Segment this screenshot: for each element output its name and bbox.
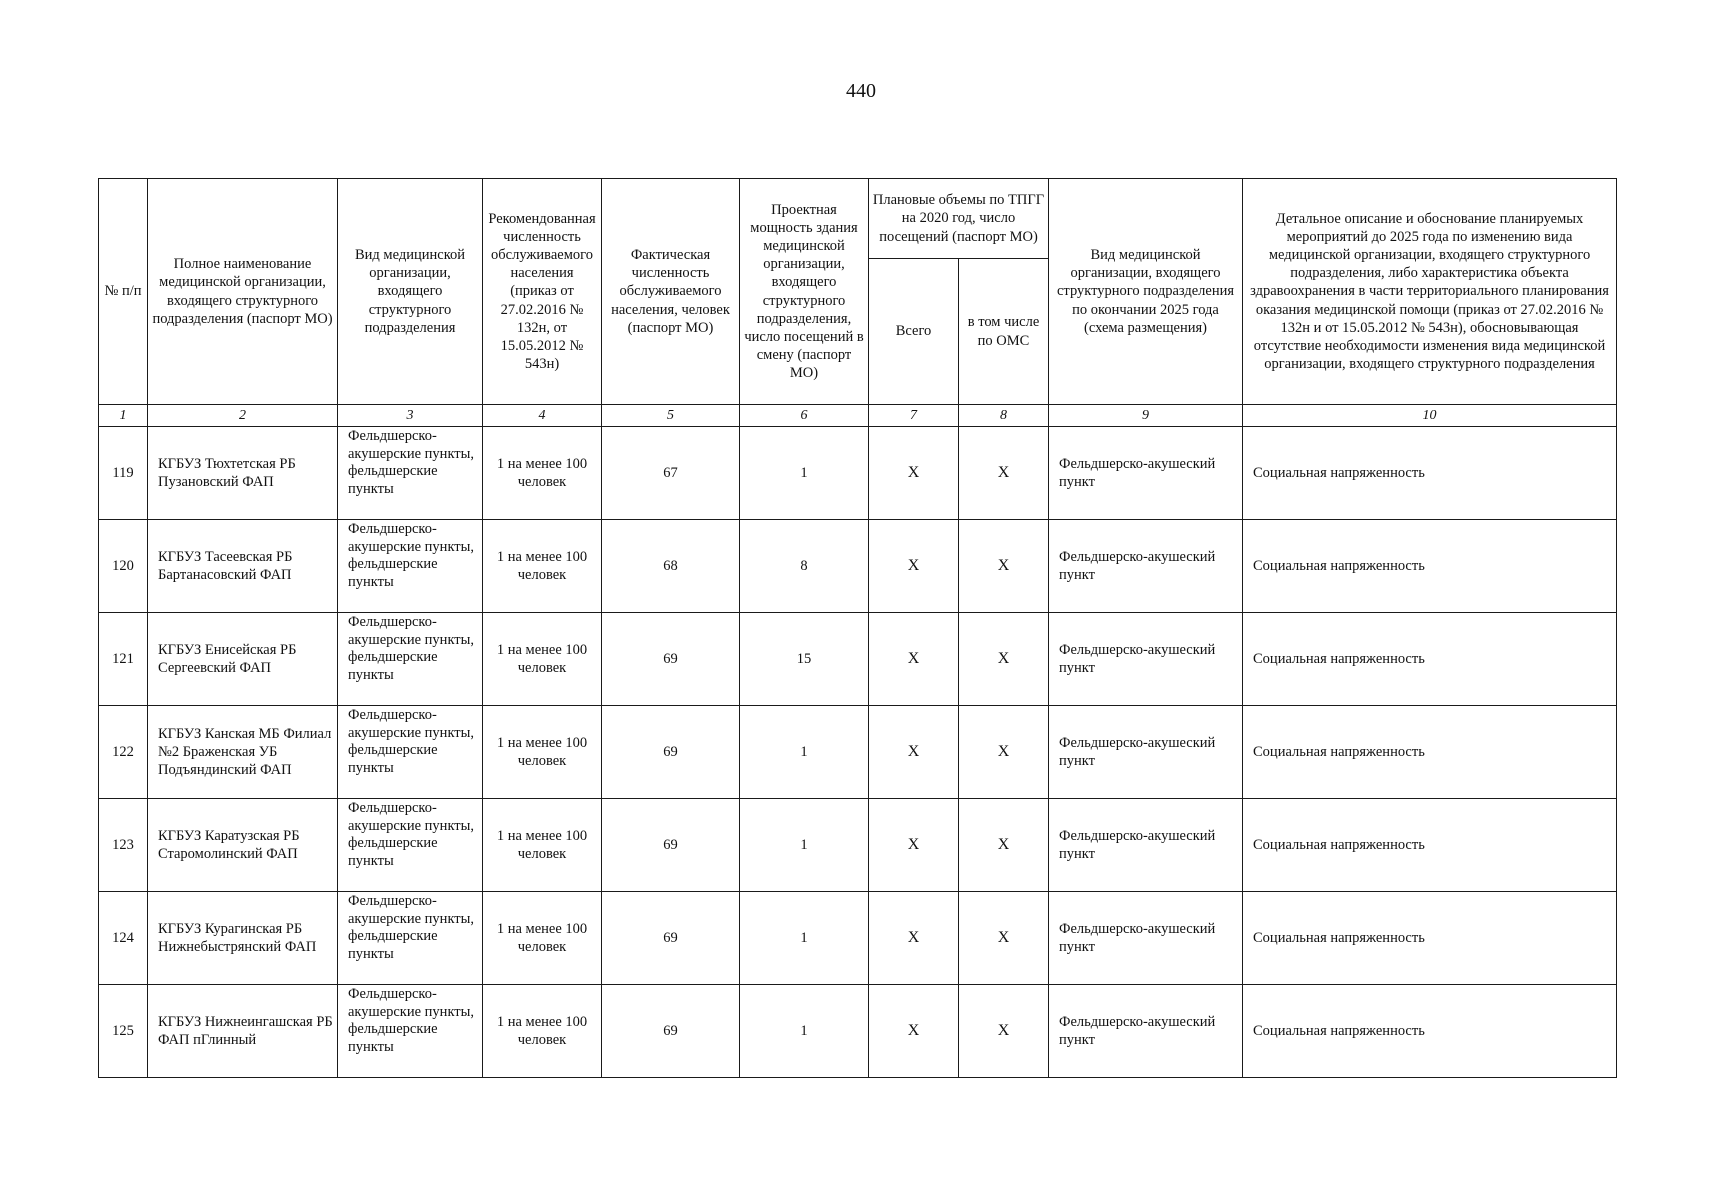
header-recommended: Рекомендованная численность обслуживаемого населения (приказ от 27.02.2016 № 132н, от 15.05.2012 № 543н) bbox=[483, 179, 602, 405]
row-number: 119 bbox=[99, 427, 148, 520]
description: Социальная напряженность bbox=[1243, 799, 1617, 892]
row-number: 120 bbox=[99, 520, 148, 613]
column-number: 2 bbox=[148, 405, 338, 427]
facility-name: КГБУЗ Канская МБ Филиал №2 Браженская УБ Подъяндинский ФАП bbox=[148, 706, 338, 799]
recommended-population: 1 на менее 100 человек bbox=[483, 799, 602, 892]
column-number: 1 bbox=[99, 405, 148, 427]
type-2025: Фельдшерско-акушеский пункт bbox=[1049, 613, 1243, 706]
column-number: 5 bbox=[602, 405, 740, 427]
table-row bbox=[99, 613, 1617, 706]
planned-oms: Х bbox=[959, 520, 1049, 613]
facility-type: Фельдшерско-акушерские пункты, фельдшерские пункты bbox=[338, 706, 483, 799]
facility-type: Фельдшерско-акушерские пункты, фельдшерские пункты bbox=[338, 427, 483, 520]
table-row bbox=[99, 520, 1617, 613]
planned-oms: Х bbox=[959, 799, 1049, 892]
header-planned-volumes: Плановые объемы по ТПГГ на 2020 год, число посещений (паспорт МО) bbox=[869, 179, 1049, 259]
planned-oms: Х bbox=[959, 706, 1049, 799]
planned-oms: Х bbox=[959, 613, 1049, 706]
header-name: Полное наименование медицинской организации, входящего структурного подразделения (паспорт МО) bbox=[148, 179, 338, 405]
type-2025: Фельдшерско-акушеский пункт bbox=[1049, 985, 1243, 1078]
actual-population: 68 bbox=[602, 520, 740, 613]
type-2025: Фельдшерско-акушеский пункт bbox=[1049, 520, 1243, 613]
facility-type: Фельдшерско-акушерские пункты, фельдшерские пункты bbox=[338, 520, 483, 613]
planned-total: Х bbox=[869, 799, 959, 892]
design-capacity: 1 bbox=[740, 799, 869, 892]
type-2025: Фельдшерско-акушеский пункт bbox=[1049, 799, 1243, 892]
actual-population: 67 bbox=[602, 427, 740, 520]
design-capacity: 1 bbox=[740, 892, 869, 985]
planned-oms: Х bbox=[959, 892, 1049, 985]
design-capacity: 8 bbox=[740, 520, 869, 613]
planned-total: Х bbox=[869, 613, 959, 706]
facility-type: Фельдшерско-акушерские пункты, фельдшерские пункты bbox=[338, 892, 483, 985]
row-number: 122 bbox=[99, 706, 148, 799]
recommended-population: 1 на менее 100 человек bbox=[483, 613, 602, 706]
facility-name: КГБУЗ Енисейская РБ Сергеевский ФАП bbox=[148, 613, 338, 706]
facility-name: КГБУЗ Нижнеингашская РБ ФАП пГлинный bbox=[148, 985, 338, 1078]
design-capacity: 1 bbox=[740, 985, 869, 1078]
table-body bbox=[99, 427, 1617, 1078]
recommended-population: 1 на менее 100 человек bbox=[483, 985, 602, 1078]
design-capacity: 1 bbox=[740, 427, 869, 520]
table-row bbox=[99, 706, 1617, 799]
facility-name: КГБУЗ Тюхтетская РБ Пузановский ФАП bbox=[148, 427, 338, 520]
column-number: 6 bbox=[740, 405, 869, 427]
header-total: Всего bbox=[869, 259, 959, 405]
facilities-table bbox=[98, 178, 1617, 1078]
planned-total: Х bbox=[869, 427, 959, 520]
column-number: 3 bbox=[338, 405, 483, 427]
planned-oms: Х bbox=[959, 985, 1049, 1078]
header-actual: Фактическая численность обслуживаемого населения, человек (паспорт МО) bbox=[602, 179, 740, 405]
header-type: Вид медицинской организации, входящего структурного подразделения bbox=[338, 179, 483, 405]
table-row bbox=[99, 799, 1617, 892]
planned-oms: Х bbox=[959, 427, 1049, 520]
actual-population: 69 bbox=[602, 892, 740, 985]
actual-population: 69 bbox=[602, 985, 740, 1078]
column-number: 9 bbox=[1049, 405, 1243, 427]
facility-type: Фельдшерско-акушерские пункты, фельдшерские пункты bbox=[338, 799, 483, 892]
column-number: 4 bbox=[483, 405, 602, 427]
design-capacity: 1 bbox=[740, 706, 869, 799]
description: Социальная напряженность bbox=[1243, 985, 1617, 1078]
table-row bbox=[99, 427, 1617, 520]
actual-population: 69 bbox=[602, 613, 740, 706]
description: Социальная напряженность bbox=[1243, 520, 1617, 613]
header-number: № п/п bbox=[99, 179, 148, 405]
description: Социальная напряженность bbox=[1243, 706, 1617, 799]
facility-type: Фельдшерско-акушерские пункты, фельдшерские пункты bbox=[338, 613, 483, 706]
type-2025: Фельдшерско-акушеский пункт bbox=[1049, 427, 1243, 520]
column-number: 10 bbox=[1243, 405, 1617, 427]
table-row bbox=[99, 985, 1617, 1078]
column-number: 8 bbox=[959, 405, 1049, 427]
header-capacity: Проектная мощность здания медицинской организации, входящего структурного подразделения, число посещений в смену (паспорт МО) bbox=[740, 179, 869, 405]
row-number: 125 bbox=[99, 985, 148, 1078]
facility-name: КГБУЗ Курагинская РБ Нижнебыстрянский ФАП bbox=[148, 892, 338, 985]
planned-total: Х bbox=[869, 985, 959, 1078]
description: Социальная напряженность bbox=[1243, 427, 1617, 520]
header-type-2025: Вид медицинской организации, входящего структурного подразделения по окончании 2025 года (схема размещения) bbox=[1049, 179, 1243, 405]
recommended-population: 1 на менее 100 человек bbox=[483, 892, 602, 985]
planned-total: Х bbox=[869, 520, 959, 613]
facility-name: КГБУЗ Каратузская РБ Старомолинский ФАП bbox=[148, 799, 338, 892]
header-oms: в том числе по ОМС bbox=[959, 259, 1049, 405]
recommended-population: 1 на менее 100 человек bbox=[483, 520, 602, 613]
planned-total: Х bbox=[869, 892, 959, 985]
recommended-population: 1 на менее 100 человек bbox=[483, 427, 602, 520]
design-capacity: 15 bbox=[740, 613, 869, 706]
description: Социальная напряженность bbox=[1243, 892, 1617, 985]
description: Социальная напряженность bbox=[1243, 613, 1617, 706]
page-number: 440 bbox=[846, 80, 876, 102]
facility-name: КГБУЗ Тасеевская РБ Бартанасовский ФАП bbox=[148, 520, 338, 613]
column-number: 7 bbox=[869, 405, 959, 427]
facility-type: Фельдшерско-акушерские пункты, фельдшерские пункты bbox=[338, 985, 483, 1078]
header-description: Детальное описание и обоснование планируемых мероприятий до 2025 года по изменению вида медицинской организации, входящего структурного подразделения, либо характеристика объекта здравоохранения в части территориального планирования оказания медицинской помощи (приказ от 27.02.2016 № 132н и от 15.05.2012 № 543н), обосновывающая отсутствие необходимости изменения вида медицинской организации, входящего структурного подразделения bbox=[1243, 179, 1617, 405]
actual-population: 69 bbox=[602, 799, 740, 892]
type-2025: Фельдшерско-акушеский пункт bbox=[1049, 706, 1243, 799]
row-number: 124 bbox=[99, 892, 148, 985]
row-number: 123 bbox=[99, 799, 148, 892]
table-header bbox=[99, 179, 1617, 427]
column-numbers-row bbox=[99, 405, 1617, 427]
actual-population: 69 bbox=[602, 706, 740, 799]
recommended-population: 1 на менее 100 человек bbox=[483, 706, 602, 799]
planned-total: Х bbox=[869, 706, 959, 799]
table-row bbox=[99, 892, 1617, 985]
type-2025: Фельдшерско-акушеский пункт bbox=[1049, 892, 1243, 985]
row-number: 121 bbox=[99, 613, 148, 706]
